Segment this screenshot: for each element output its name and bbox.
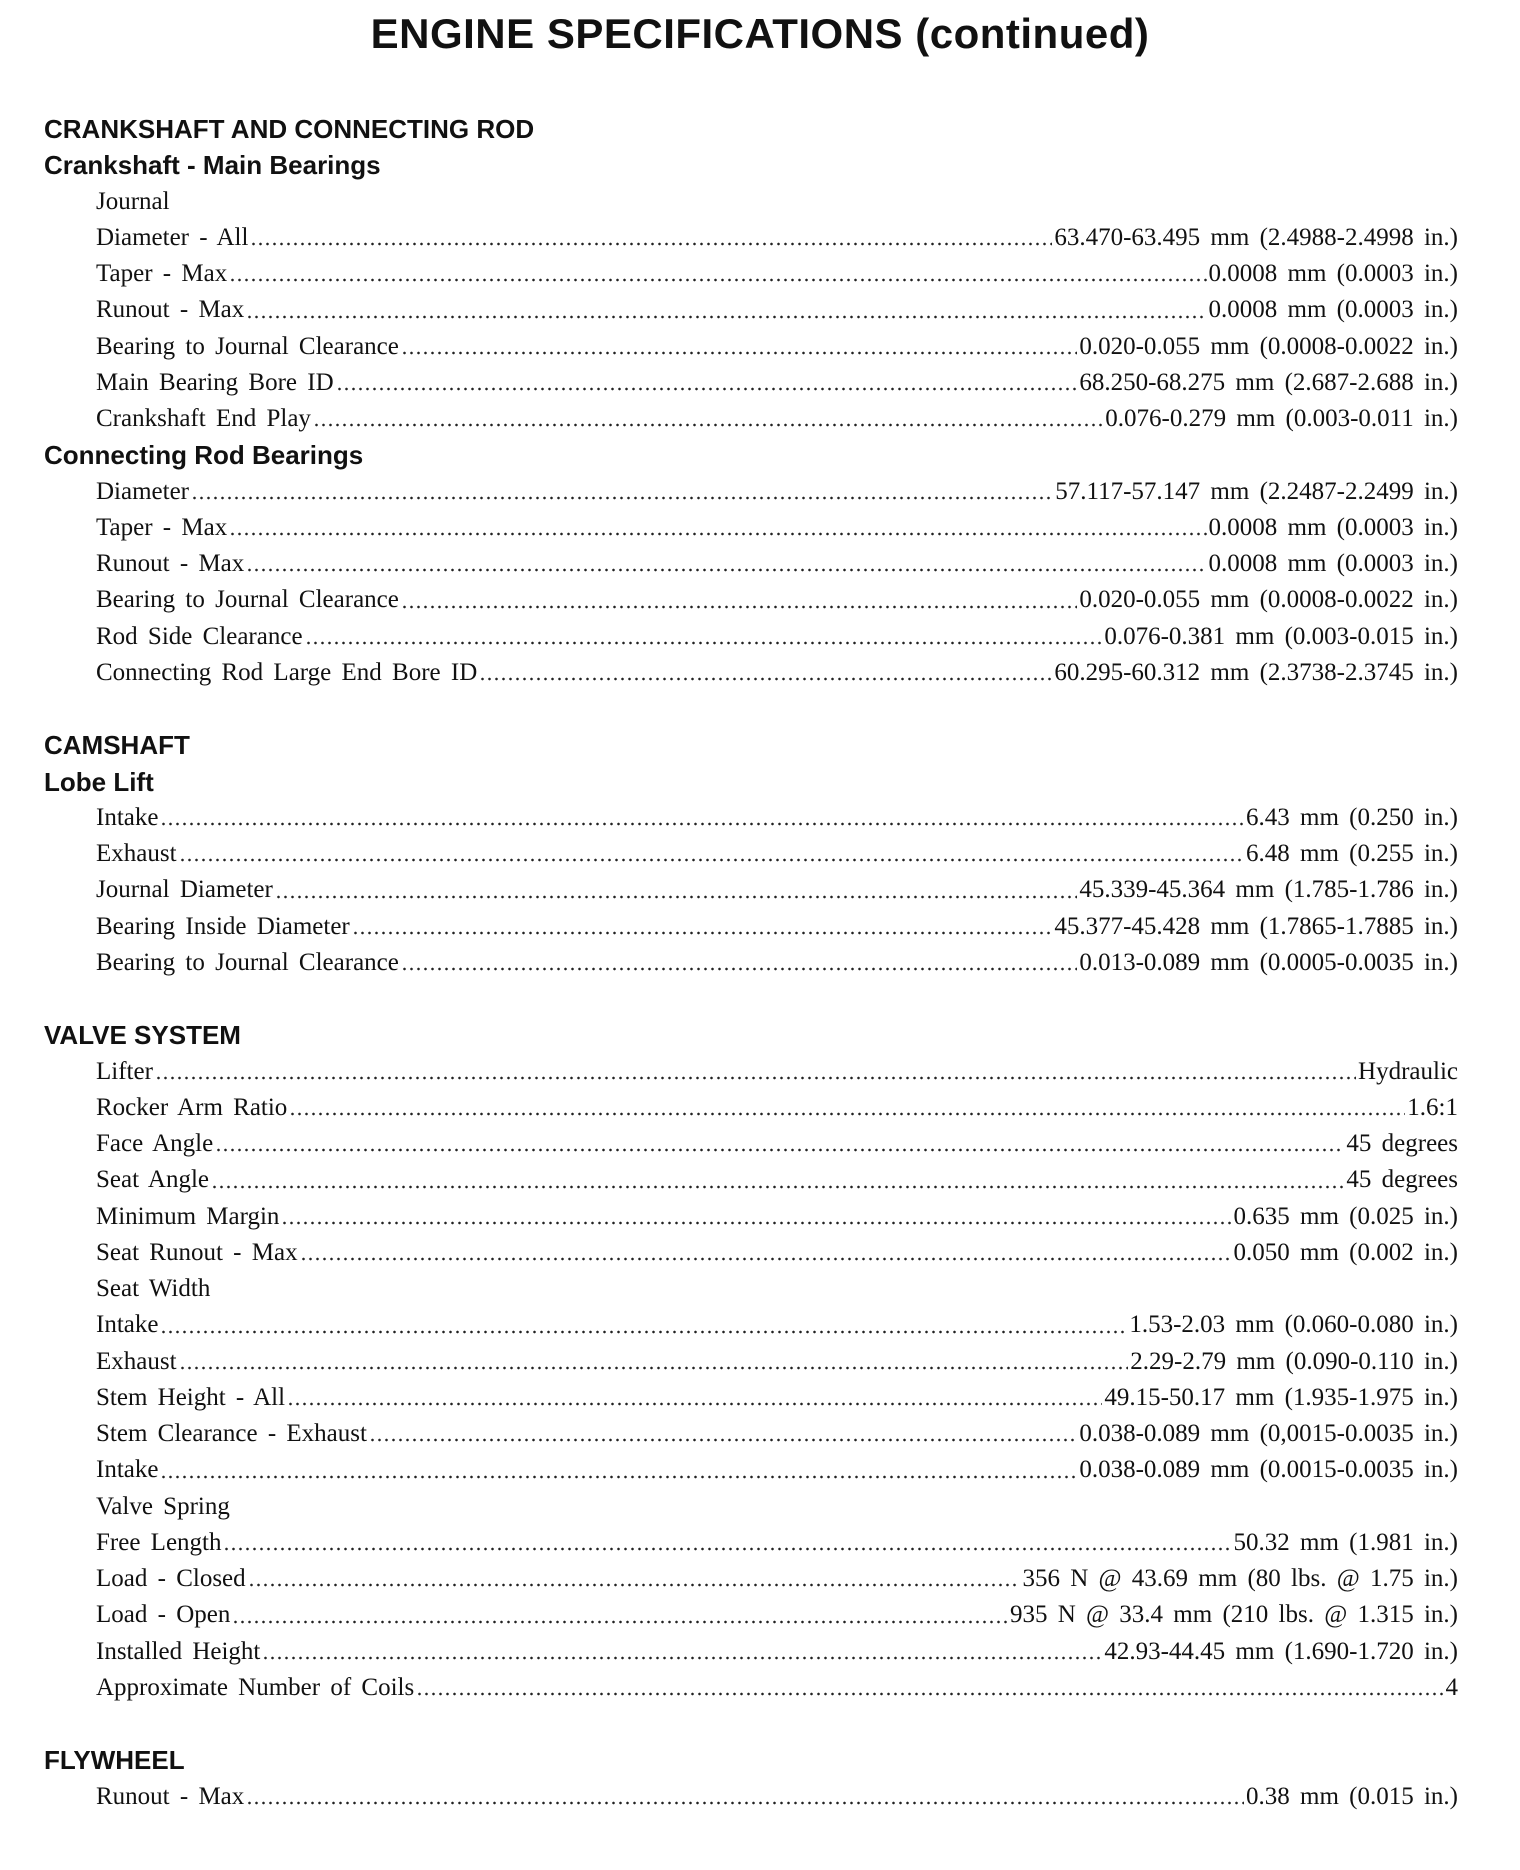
dot-leader xyxy=(229,532,1206,536)
spec-list xyxy=(0,111,1520,1815)
dot-leader xyxy=(232,1620,1008,1624)
dot-leader xyxy=(246,568,1206,572)
spec-row xyxy=(0,1235,1520,1271)
dot-leader xyxy=(160,1330,1127,1334)
dot-leader xyxy=(155,1076,1356,1080)
spec-label: Crankshaft End Play xyxy=(96,405,311,432)
spec-row xyxy=(0,1416,1520,1452)
spec-row xyxy=(0,1380,1520,1416)
section-heading xyxy=(0,727,1520,763)
dot-leader xyxy=(246,315,1206,319)
spec-label: Runout - Max xyxy=(96,296,245,324)
spec-value: 50.32 mm (1.981 in.) xyxy=(1233,1528,1458,1556)
spec-value: 0.0008 mm (0.0003 in.) xyxy=(1208,513,1458,541)
spec-value: 45.377-45.428 mm (1.7865-1.7885 in.) xyxy=(1054,912,1458,940)
spec-value: 60.295-60.312 mm (2.3738-2.3745 in.) xyxy=(1054,658,1458,686)
spec-row xyxy=(0,800,1520,836)
spec-value: 42.93-44.45 mm (1.690-1.720 in.) xyxy=(1104,1637,1458,1665)
spec-label: Connecting Rod Large End Bore ID xyxy=(96,658,478,686)
subsection-text: Connecting Rod Bearings xyxy=(44,440,364,471)
spec-value: 0.0008 mm (0.0003 in.) xyxy=(1208,296,1458,324)
spec-value: 0.38 mm (0.015 in.) xyxy=(1246,1782,1458,1810)
group-label xyxy=(0,184,1520,220)
subsection-heading xyxy=(0,437,1520,473)
spec-row xyxy=(0,1525,1520,1561)
spec-row xyxy=(0,510,1520,546)
spec-value: 2.29-2.79 mm (0.090-0.110 in.) xyxy=(1130,1347,1458,1375)
spec-row xyxy=(0,945,1520,981)
spec-value: 0.013-0.089 mm (0.0005-0.0035 in.) xyxy=(1079,948,1458,976)
spec-row xyxy=(0,836,1520,872)
spec-label: Runout - Max xyxy=(96,550,245,577)
section-text: CRANKSHAFT AND CONNECTING ROD xyxy=(44,114,535,144)
dot-leader xyxy=(281,1221,1231,1225)
spec-row xyxy=(0,474,1520,510)
spec-label: Intake xyxy=(96,803,159,831)
spec-row xyxy=(0,1162,1520,1198)
subsection-text: Lobe Lift xyxy=(44,766,154,797)
dot-leader xyxy=(160,1475,1077,1479)
spec-row xyxy=(0,329,1520,365)
spec-row xyxy=(0,365,1520,401)
spec-row xyxy=(0,1126,1520,1162)
spec-label: Intake xyxy=(96,1456,159,1484)
dot-leader xyxy=(401,605,1078,609)
dot-leader xyxy=(313,423,1103,427)
spec-row xyxy=(0,292,1520,328)
dot-leader xyxy=(401,351,1078,355)
spec-row xyxy=(0,220,1520,256)
dot-leader xyxy=(305,641,1103,645)
spec-row xyxy=(0,909,1520,945)
spacer xyxy=(0,1706,1520,1742)
spec-value: 68.250-68.275 mm (2.687-2.688 in.) xyxy=(1079,368,1458,396)
spec-value: 0.0008 mm (0.0003 in.) xyxy=(1208,550,1458,577)
spec-value: 4 xyxy=(1445,1673,1458,1701)
spec-row xyxy=(0,1344,1520,1380)
section-text: VALVE SYSTEM xyxy=(44,1020,241,1051)
spec-row xyxy=(0,1670,1520,1706)
spec-row xyxy=(0,1452,1520,1488)
spacer xyxy=(0,981,1520,1017)
spec-value: 0.020-0.055 mm (0.0008-0.0022 in.) xyxy=(1079,586,1458,614)
spec-label: Bearing to Journal Clearance xyxy=(96,332,399,360)
spec-label: Diameter - All xyxy=(96,223,249,251)
section-text: FLYWHEEL xyxy=(44,1745,185,1776)
dot-leader xyxy=(160,822,1244,826)
spec-value: 0.635 mm (0.025 in.) xyxy=(1233,1202,1458,1230)
spec-label: Intake xyxy=(96,1311,159,1339)
spec-row xyxy=(0,1634,1520,1670)
spacer xyxy=(0,691,1520,727)
dot-leader xyxy=(336,387,1078,391)
subsection-heading xyxy=(0,147,1520,183)
dot-leader xyxy=(215,1148,1344,1152)
subsection-text: Crankshaft - Main Bearings xyxy=(44,150,381,181)
spec-value: 0.076-0.279 mm (0.003-0.011 in.) xyxy=(1105,405,1458,432)
spec-label: Stem Clearance - Exhaust xyxy=(96,1420,367,1447)
spec-row xyxy=(0,1779,1520,1815)
section-text: CAMSHAFT xyxy=(44,730,190,761)
spec-row xyxy=(0,546,1520,582)
spec-value: 63.470-63.495 mm (2.4988-2.4998 in.) xyxy=(1054,223,1458,251)
spec-value: 1.53-2.03 mm (0.060-0.080 in.) xyxy=(1129,1311,1458,1339)
dot-leader xyxy=(229,278,1206,282)
label-text: Valve Spring xyxy=(96,1492,230,1520)
spec-row xyxy=(0,1307,1520,1343)
spec-label: Runout - Max xyxy=(96,1782,245,1810)
dot-leader xyxy=(275,895,1078,899)
spec-value: Hydraulic xyxy=(1358,1057,1458,1085)
dot-leader xyxy=(248,1583,1021,1587)
spec-value: 0.050 mm (0.002 in.) xyxy=(1233,1238,1458,1266)
spec-label: Journal Diameter xyxy=(96,876,273,904)
spec-label: Taper - Max xyxy=(96,260,228,287)
spec-row xyxy=(0,256,1520,292)
spec-label: Bearing Inside Diameter xyxy=(96,912,350,940)
spec-label: Load - Open xyxy=(96,1601,231,1629)
dot-leader xyxy=(191,496,1053,500)
spec-label: Bearing to Journal Clearance xyxy=(96,948,399,976)
dot-leader xyxy=(223,1547,1231,1551)
spec-row xyxy=(0,1597,1520,1633)
spec-label: Free Length xyxy=(96,1528,222,1556)
spec-value: 45.339-45.364 mm (1.785-1.786 in.) xyxy=(1079,876,1458,904)
spec-value: 6.48 mm (0.255 in.) xyxy=(1246,840,1458,867)
dot-leader xyxy=(416,1692,1443,1696)
dot-leader xyxy=(262,1656,1102,1660)
page-title: ENGINE SPECIFICATIONS (continued) xyxy=(370,10,1150,57)
label-text: Seat Width xyxy=(96,1275,211,1302)
spec-row xyxy=(0,1090,1520,1126)
dot-leader xyxy=(179,858,1244,862)
spec-label: Rod Side Clearance xyxy=(96,622,303,650)
spec-value: 935 N @ 33.4 mm (210 lbs. @ 1.315 in.) xyxy=(1009,1601,1458,1629)
spec-row xyxy=(0,619,1520,655)
spec-value: 57.117-57.147 mm (2.2487-2.2499 in.) xyxy=(1055,477,1458,505)
spec-label: Minimum Margin xyxy=(96,1202,280,1230)
spec-value: 0.020-0.055 mm (0.0008-0.0022 in.) xyxy=(1079,332,1458,360)
dot-leader xyxy=(250,242,1052,246)
spec-value: 49.15-50.17 mm (1.935-1.975 in.) xyxy=(1104,1383,1458,1411)
label-text: Journal xyxy=(96,187,170,215)
spec-label: Seat Runout - Max xyxy=(96,1238,298,1266)
spec-row xyxy=(0,582,1520,618)
spec-row xyxy=(0,872,1520,908)
spec-label: Stem Height - All xyxy=(96,1383,286,1411)
spec-row xyxy=(0,401,1520,437)
spec-value: 356 N @ 43.69 mm (80 lbs. @ 1.75 in.) xyxy=(1022,1565,1458,1592)
spec-value: 45 degrees xyxy=(1346,1130,1458,1157)
spec-label: Approximate Number of Coils xyxy=(96,1673,415,1701)
dot-leader xyxy=(352,931,1053,935)
spec-value: 0.0008 mm (0.0003 in.) xyxy=(1208,260,1458,287)
spec-label: Load - Closed xyxy=(96,1565,246,1592)
spec-label: Seat Angle xyxy=(96,1166,210,1194)
spec-value: 1.6:1 xyxy=(1407,1093,1458,1121)
section-heading xyxy=(0,1017,1520,1053)
dot-leader xyxy=(246,1801,1244,1805)
group-label xyxy=(0,1271,1520,1307)
spec-label: Bearing to Journal Clearance xyxy=(96,586,399,614)
group-label xyxy=(0,1489,1520,1525)
spec-label: Exhaust xyxy=(96,840,177,867)
spec-label: Rocker Arm Ratio xyxy=(96,1093,288,1121)
dot-leader xyxy=(479,677,1052,681)
spec-label: Lifter xyxy=(96,1057,153,1085)
dot-leader xyxy=(289,1112,1405,1116)
subsection-heading xyxy=(0,764,1520,800)
spec-row xyxy=(0,1199,1520,1235)
dot-leader xyxy=(287,1402,1102,1406)
spec-label: Exhaust xyxy=(96,1347,177,1375)
spec-value: 45 degrees xyxy=(1346,1166,1458,1194)
dot-leader xyxy=(179,1366,1129,1370)
spec-row xyxy=(0,1054,1520,1090)
spec-label: Diameter xyxy=(96,477,190,505)
spec-row xyxy=(0,1561,1520,1597)
spec-row xyxy=(0,655,1520,691)
dot-leader xyxy=(401,967,1078,971)
spec-label: Main Bearing Bore ID xyxy=(96,368,334,396)
spec-value: 0.038-0.089 mm (0.0015-0.0035 in.) xyxy=(1079,1456,1458,1484)
dot-leader xyxy=(211,1185,1344,1189)
spec-label: Installed Height xyxy=(96,1637,261,1665)
spec-value: 0.076-0.381 mm (0.003-0.015 in.) xyxy=(1104,622,1458,650)
spec-value: 6.43 mm (0.250 in.) xyxy=(1246,803,1458,831)
dot-leader xyxy=(300,1257,1232,1261)
spec-value: 0.038-0.089 mm (0,0015-0.0035 in.) xyxy=(1079,1420,1458,1447)
spec-label: Taper - Max xyxy=(96,513,228,541)
section-heading xyxy=(0,1742,1520,1778)
section-heading xyxy=(0,111,1520,147)
dot-leader xyxy=(369,1438,1077,1442)
spec-label: Face Angle xyxy=(96,1130,214,1157)
